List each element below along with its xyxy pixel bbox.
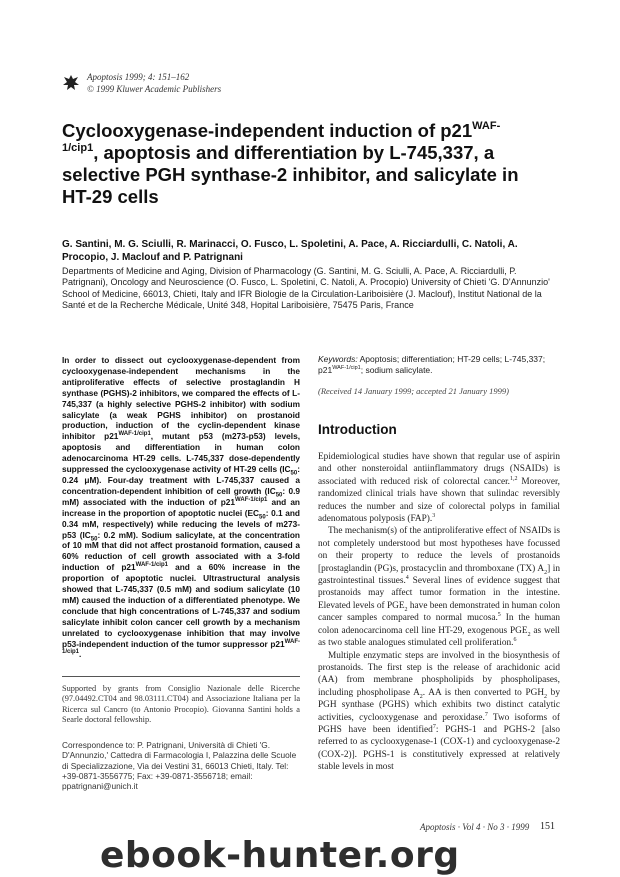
- affiliation: Departments of Medicine and Aging, Division of Pharmacology (G. Santini, M. G. Sciulli, A. Pace, A. Ricciardulli, P. Patrignani), Oncology and Neuroscience (O. Fusco, L. Spoletini, C. Natoli, A. Procopio) University of Chieti 'G. D'Annunzio' School of Medicine, 66013, Chieti, Italy and IFR Biologie de la Circulation-Lariboisière (J. Maclouf), Institut National de la Santé et de la Recherche Médicale, Unité 348, Hopital Lariboisière, 75475 Paris, France: [62, 266, 550, 310]
- received-dates: (Received 14 January 1999; accepted 21 January 1999): [318, 386, 509, 396]
- footnote-divider: [62, 676, 300, 677]
- article-title: [62, 120, 522, 208]
- title-text-1: Cyclooxygenase-independent induction of p21: [62, 120, 473, 141]
- title-text-2: , apoptosis and differentiation by L-745,337, a selective PGH synthase-2 inhibitor, and salicylate in HT-29 cells: [62, 142, 519, 207]
- intro-paragraph-3: Multiple enzymatic steps are involved in the biosynthesis of prostanoids. The first step is the release of arachidonic acid (AA) from membrane phospholipids by phospholipases, including phospholipase $A_2$. AA is then converted to $PGH_2$ by PGH synthase (PGHS) which exhibits two distinct catalytic activities, cyclooxygenase and peroxidase.$^7$ Two isoforms of PGHS have been identified$^7$: PGHS-1 and PGHS-2 [also referred to as cyclooxygenase-1 (COX-1) and cyclooxygenase-2 (COX-2)]. PGHS-1 is constitutively expressed at relatively stable levels in most: [318, 650, 561, 773]
- footer-journal-issue: Apoptosis · Vol 4 · No 3 · 1999: [420, 822, 530, 832]
- page-number: 151: [540, 821, 555, 832]
- funding-note: Supported by grants from Consiglio Nazionale delle Ricerche (97.04492.CT04 and 98.03111.CT04) and Associazione Italiana per la Ricerca sul Cancro (to Antonio Procopio). Giovanna Santini holds a Searle doctoral fellowship.: [62, 684, 300, 724]
- keywords: Keywords: Apoptosis; differentiation; HT-29 cells; L-745,337; $p21^{WAF-1/cip1}$; sodium salicylate.: [318, 354, 546, 375]
- abstract: In order to dissect out cyclooxygenase-dependent from cyclooxygenase-independent mechanisms in the antiproliferative effects of selective prostaglandin H synthase (PGHS)-2 inhibitors, we compared the effects of L-745,337 (a highly selective PGHS-2 inhibitor) with sodium salicylate (a weak PGHS inhibitor) on prostanoid production, induction of the cyclin-dependent kinase inhibitor $p21^{WAF-1/cip1}$, mutant p53 (m273-p53) levels, apoptosis and differentiation in human colon adenocarcinoma HT-29 cells. L-745,337 dose-dependently suppressed the cyclooxygenase activity of HT-29 cells ($IC_{50}$: 0.24 μM). Four-day treatment with L-745,337 caused a concentration-dependent inhibition of cell growth ($IC_{50}$: 0.9 mM) associated with the induction of $p21^{WAF-1/cip1}$ and an increase in the proportion of apoptotic nuclei ($EC_{50}$: 0.1 and 0.34 mM, respectively) while reducing the levels of m273-p53 ($IC_{50}$: 0.2 mM). Sodium salicylate, at the concentration of 10 mM that did not affect prostanoid formation, caused a 60% reduction of cell growth associated with a 3-fold induction of $p21^{WAF-1/cip1}$ and a 60% increase in the proportion of apoptotic nuclei. Ultrastructural analysis showed that L-745,337 (0.5 mM) and sodium salicylate (10 mM) caused the induction of a differentiated phenotype. We conclude that high concentrations of L-745,337 and sodium salicylate inhibit colon cancer cell growth by a mechanism unrelated to cyclooxygenase inhibition that may involve p53-independent induction of the tumor suppressor $p21^{WAF-1/cip1}$.: [62, 355, 301, 660]
- keywords-label: Keywords:: [318, 354, 358, 364]
- publisher-logo-icon: [62, 74, 80, 92]
- section-heading-introduction: Introduction: [318, 422, 397, 437]
- author-list: G. Santini, M. G. Sciulli, R. Marinacci, O. Fusco, L. Spoletini, A. Pace, A. Ricciardulli, C. Natoli, A. Procopio, J. Maclouf and P. Patrignani: [62, 239, 518, 263]
- intro-paragraph-1: Epidemiological studies have shown that regular use of aspirin and other nonsteroidal antiinflammatory drugs (NSAIDs) is associated with reduced risk of colorectal cancer.$^{1,2}$ Moreover, randomized clinical trials have shown that sulindac reversibly reduces the number and size of colorectal polyps in familial adenomatous polyposis (FAP).$^3$: [318, 452, 560, 525]
- journal-citation: Apoptosis 1999; 4: 151–162: [87, 72, 190, 82]
- introduction-body: [318, 451, 560, 774]
- intro-paragraph-2: The mechanism(s) of the antiproliferative effect of NSAIDs is not completely understood but most hypotheses have focussed on their property to reduce the levels of prostanoids [prostaglandin (PG)s, prostacyclin and thromboxane (TX) $A_2$] in gastrointestinal tissues.$^4$ Several lines of evidence suggest that prostanoids may affect tumor formation in the intestine. Elevated levels of $PGE_2$ have been demonstrated in human colon cancer samples compared to normal mucosa.$^5$ In the human colon adenocarcinoma cell line HT-29, exogenous $PGE_2$ as well as two stable analogues stimulated cell proliferation.$^6$: [318, 526, 561, 649]
- title-superscript: WAF-1/cip1: [62, 119, 501, 154]
- watermark-text: ebook-hunter.org: [100, 835, 460, 876]
- journal-copyright: © 1999 Kluwer Academic Publishers: [87, 84, 222, 94]
- correspondence-note: Correspondence to: P. Patrignani, Università di Chieti 'G. D'Annunzio,' Cattedra di Farmacologia I, Palazzina delle Scuole di Specializzazione, Via dei Vestini 31, 66013 Chieti, Italy. Tel: +39-0871-3556775; Fax: +39-0871-3556718; email: ppatrignani@unich.it: [62, 740, 297, 792]
- journal-header: [87, 71, 221, 95]
